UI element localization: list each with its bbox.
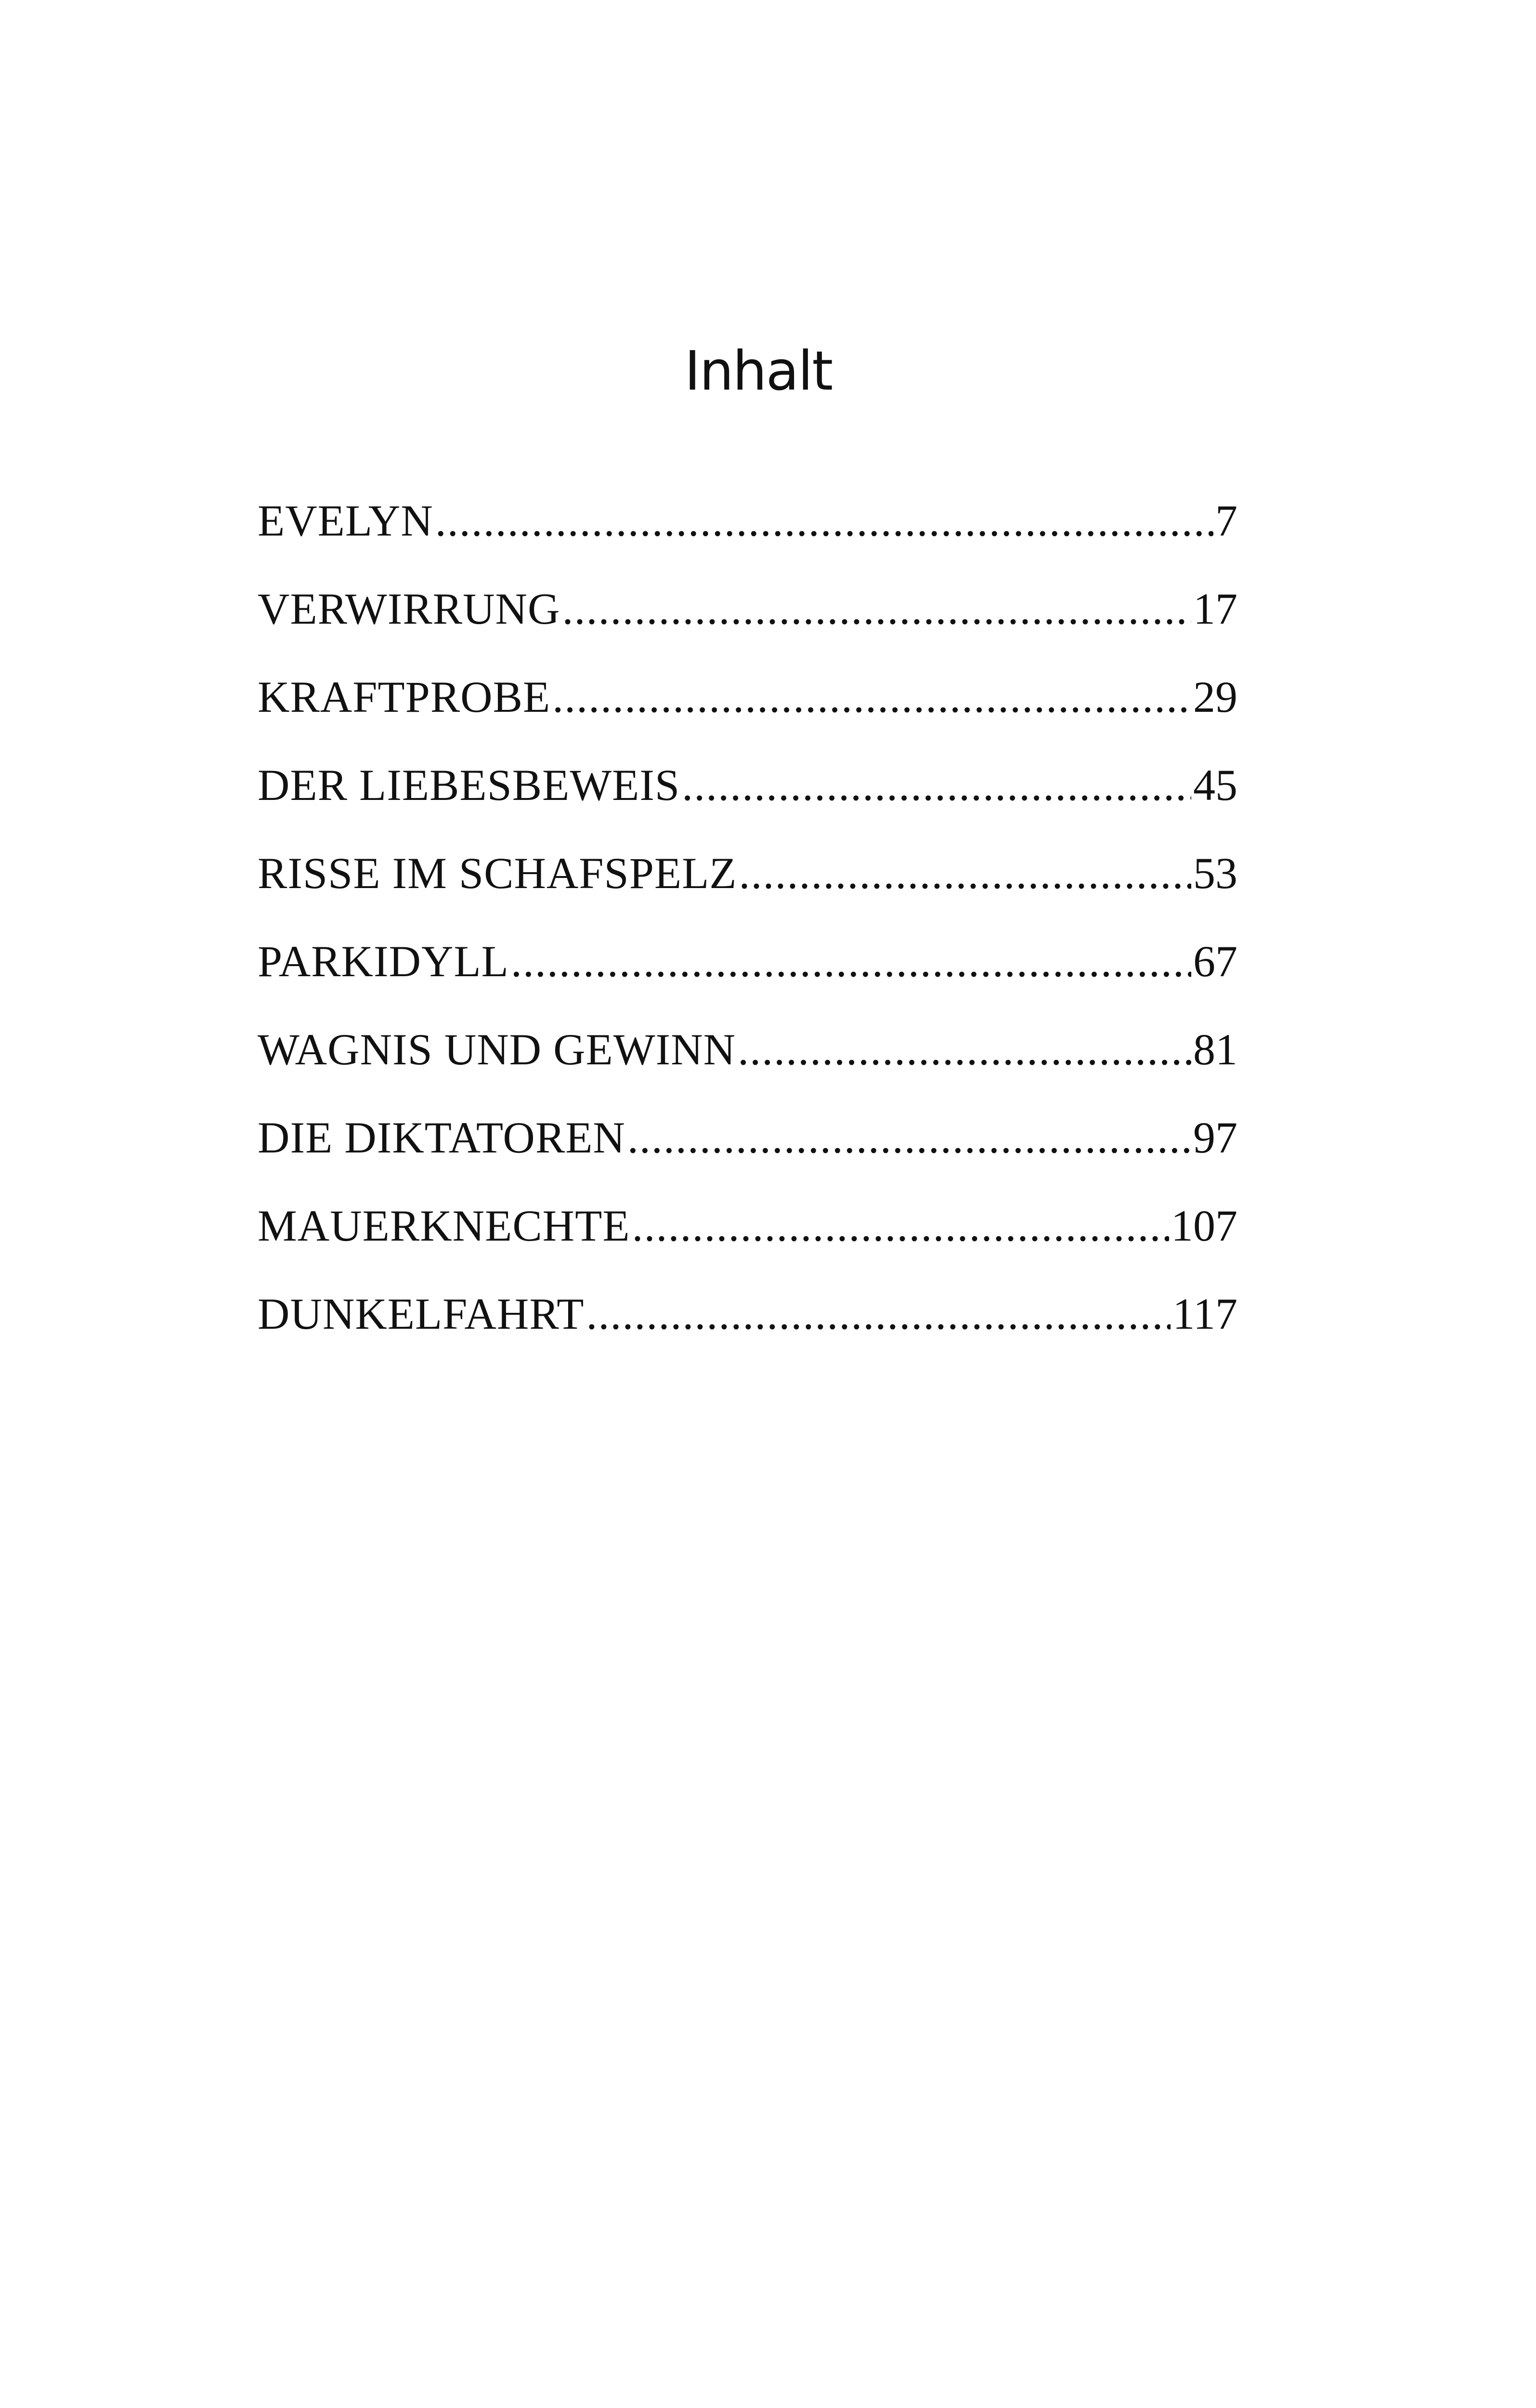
toc-dot-leader: [682, 763, 1191, 807]
toc-entry[interactable]: [258, 1292, 1237, 1380]
toc-entry[interactable]: [258, 1115, 1237, 1204]
toc-entry-page: 53: [1193, 851, 1237, 898]
toc-entry-title: VERWIRRUNG: [258, 587, 560, 633]
toc-entry[interactable]: [258, 1204, 1237, 1292]
toc-entry[interactable]: [258, 1027, 1237, 1115]
toc-dot-leader: [511, 939, 1191, 983]
toc-entry-title: DIE DIKTATOREN: [258, 1115, 625, 1162]
toc-dot-leader: [627, 1115, 1191, 1160]
toc-dot-leader: [738, 1027, 1191, 1072]
toc-entry-page: 107: [1171, 1204, 1237, 1250]
toc-entry-page: 97: [1193, 1115, 1237, 1162]
toc-entry-title: RISSE IM SCHAFSPELZ: [258, 851, 737, 898]
toc-dot-leader: [632, 1204, 1169, 1248]
toc-entry-page: 29: [1193, 675, 1237, 721]
page-title: Inhalt: [684, 340, 833, 403]
toc-entry-title: MAUERKNECHTE: [258, 1204, 630, 1250]
toc-entry-title: PARKIDYLL: [258, 939, 509, 986]
toc-entry-title: DER LIEBESBEWEIS: [258, 763, 680, 810]
toc-dot-leader: [586, 1292, 1171, 1336]
toc-entry-page: 17: [1193, 587, 1237, 633]
toc-entry[interactable]: [258, 763, 1237, 851]
toc-entry-title: EVELYN: [258, 498, 433, 545]
toc-dot-leader: [552, 675, 1191, 719]
toc-entry-title: KRAFTPROBE: [258, 675, 551, 721]
toc-entry[interactable]: [258, 939, 1237, 1027]
toc-entry[interactable]: [258, 498, 1237, 587]
toc-dot-leader: [435, 498, 1213, 543]
toc-entry-title: WAGNIS UND GEWINN: [258, 1027, 736, 1074]
toc-dot-leader: [739, 851, 1191, 895]
toc-entry-page: 7: [1215, 498, 1237, 545]
toc-entry-title: DUNKELFAHRT: [258, 1292, 585, 1338]
toc-entry-page: 81: [1193, 1027, 1237, 1074]
toc-dot-leader: [562, 587, 1191, 631]
toc-entry-page: 67: [1193, 939, 1237, 986]
toc-entry[interactable]: [258, 675, 1237, 763]
toc-entry[interactable]: [258, 587, 1237, 675]
table-of-contents: [258, 498, 1237, 1380]
toc-entry-page: 117: [1172, 1292, 1237, 1338]
toc-entry[interactable]: [258, 851, 1237, 939]
toc-entry-page: 45: [1193, 763, 1237, 810]
